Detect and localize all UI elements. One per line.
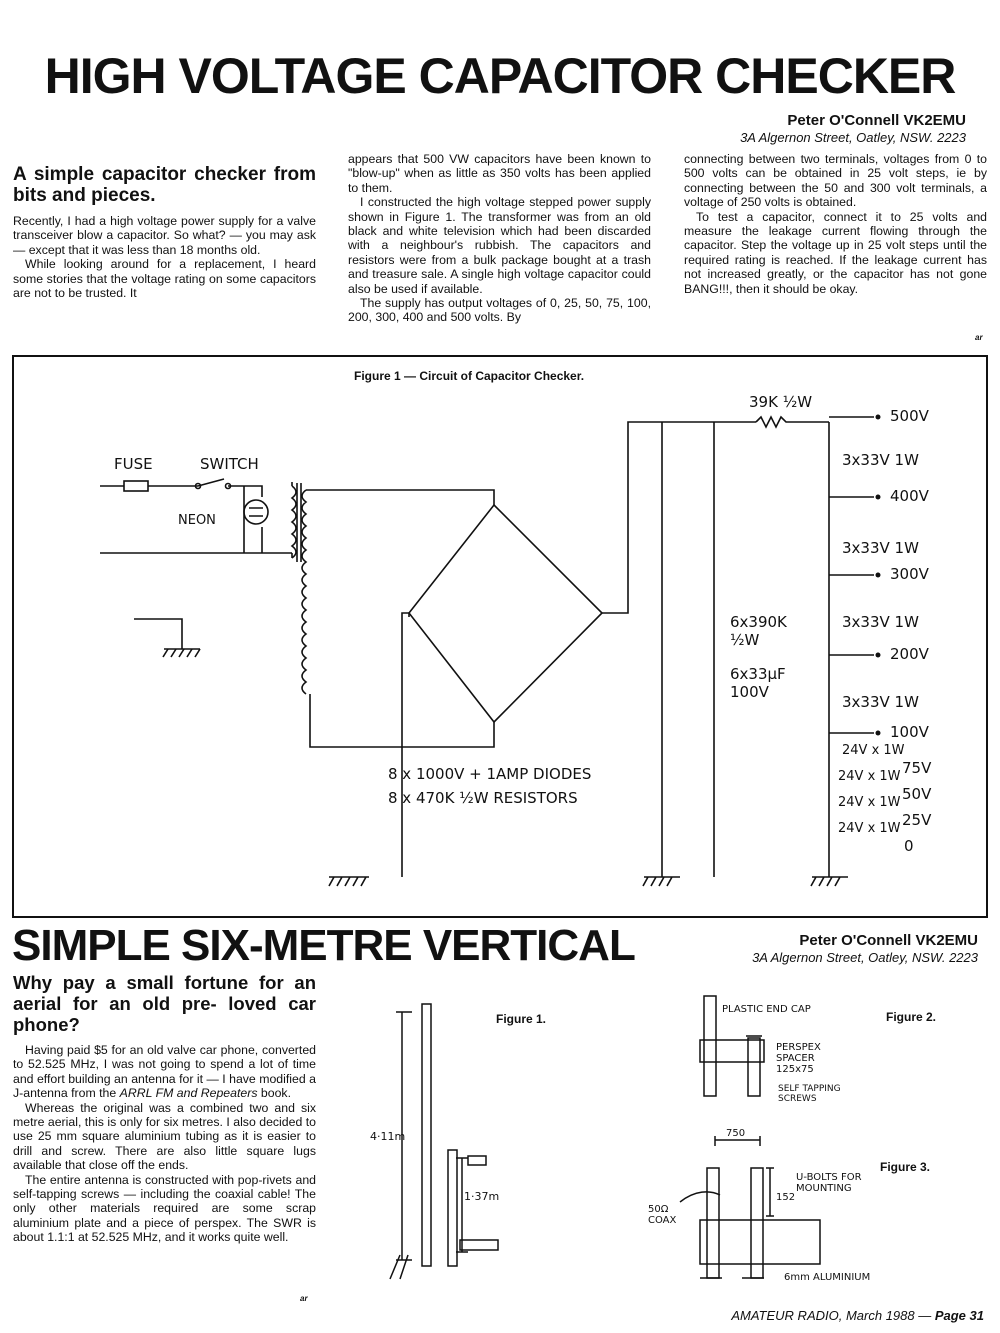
dimension-label: 750	[726, 1128, 746, 1139]
zener-string-label: 3x33V 1W	[842, 693, 919, 711]
column-1	[13, 972, 316, 1245]
author-name: Peter O'Connell VK2EMU	[799, 932, 978, 949]
end-cap-label: PLASTIC END CAP	[722, 1004, 811, 1015]
figure-2-label: Figure 2.	[886, 1010, 937, 1024]
paragraph: appears that 500 VW capacitors have been known to "blow-up" when as little as 350 volts has been applied to them.	[348, 152, 651, 195]
dimension-label: 1·37m	[464, 1190, 500, 1203]
spacer-label: PERSPEX SPACER 125x75	[776, 1042, 821, 1075]
column-2	[348, 152, 651, 325]
dimension-label: 152	[776, 1192, 796, 1203]
paragraph: connecting between two terminals, voltages from 0 to 500 volts can be obtained in 25 volt steps, ie by connecting between the 50 and 300 volt terminals, a voltage of 250 volts is obtained.	[684, 152, 987, 210]
paragraph: Whereas the original was a combined two and six metre aerial, this is only for six metres. I also decided to use 25 mm square aluminium tubing as it is easier to drill and screw. There are also little square lugs available that close off the ends.	[13, 1100, 316, 1173]
end-mark: ar	[300, 1294, 308, 1303]
neon-label: NEON	[178, 513, 216, 528]
paragraph: I constructed the high voltage stepped power supply shown in Figure 1. The transformer was from an old black and white television which had been discarded with a neighbour's rubbish. The capacitors and resistors were from a bulk package bought at a trash and treasure sale. A single high voltage capacitor could also be used if available.	[348, 195, 651, 296]
end-mark: ar	[975, 333, 983, 342]
author-name: Peter O'Connell VK2EMU	[787, 112, 966, 129]
tap-50v: 50V	[902, 785, 932, 803]
zener-label: 24V x 1W	[842, 743, 905, 758]
switch-label: SWITCH	[200, 455, 259, 473]
paragraph: Recently, I had a high voltage power supply for a valve transceiver blow a capacitor. So what? — you may ask — except that it was less than 18 months old.	[13, 214, 316, 257]
column-1	[13, 164, 316, 300]
magazine-name: AMATEUR RADIO	[731, 1308, 839, 1323]
resistor-label: 39K ½W	[749, 393, 813, 411]
tap-200v: 200V	[890, 645, 929, 663]
figure-1-label: Figure 1.	[496, 1012, 547, 1026]
article-subhead: Why pay a small fortune for an aerial for an old pre- loved car phone?	[13, 972, 316, 1035]
issue-date: , March 1988 —	[838, 1308, 935, 1323]
coax-label: 50Ω COAX	[648, 1204, 677, 1226]
screws-label: SELF TAPPING SCREWS	[778, 1084, 841, 1104]
byline	[646, 112, 966, 146]
paragraph: The entire antenna is constructed with pop-rivets and self-tapping screws — including the coaxial cable! The only other materials required are some scrap aluminium plate and a piece of perspex. The SWR is about 1.1:1 at 52.525 MHz, and it works quite well.	[13, 1172, 316, 1245]
paragraph: The supply has output voltages of 0, 25, 50, 75, 100, 200, 300, 400 and 500 volts. By	[348, 296, 651, 325]
tap-75v: 75V	[902, 759, 932, 777]
article-title: SIMPLE SIX-METRE VERTICAL	[12, 921, 635, 970]
dimension-label: 4·11m	[370, 1130, 406, 1143]
antenna-drawings	[350, 990, 980, 1290]
figure-caption: Figure 1 — Circuit of Capacitor Checker.	[354, 369, 585, 383]
article-subhead: A simple capacitor checker from bits and pieces.	[13, 164, 316, 206]
diodes-note: 8 x 1000V + 1AMP DIODES	[388, 765, 592, 783]
zener-string-label: 3x33V 1W	[842, 539, 919, 557]
column-3	[684, 152, 987, 296]
circuit-figure	[12, 355, 988, 918]
resistors-note: 8 x 470K ½W RESISTORS	[388, 789, 578, 807]
tap-100v: 100V	[890, 723, 929, 741]
paragraph: Having paid $5 for an old valve car phone, converted to 52.525 MHz, I was not going to spend a lot of time and effort building an antenna for it — I have modified a J-antenna from the ARRL FM and Repeaters book.	[13, 1043, 316, 1101]
plate-label: 6mm ALUMINIUM	[784, 1272, 871, 1283]
zener-label: 24V x 1W	[838, 769, 901, 784]
paragraph: While looking around for a replacement, I heard some stories that the voltage rating on some capacitors are not to be trusted. It	[13, 257, 316, 301]
resistor-bank-label: 6x390K ½W	[730, 613, 787, 649]
u-bolts-label: U-BOLTS FOR MOUNTING	[796, 1172, 862, 1194]
article-title: HIGH VOLTAGE CAPACITOR CHECKER	[44, 48, 956, 104]
zener-string-label: 3x33V 1W	[842, 451, 919, 469]
page-number: Page 31	[934, 1308, 984, 1323]
paragraph: To test a capacitor, connect it to 25 volts and measure the leakage current flowing through the capacitor. Step the voltage up in 25 volt steps until the required rating is reached. If the leakage current has not increased greatly, or the capacitor has not gone BANG!!!, then it should be okay.	[684, 209, 987, 296]
zener-label: 24V x 1W	[838, 795, 901, 810]
tap-400v: 400V	[890, 487, 929, 505]
tap-0v: 0	[904, 837, 914, 855]
tap-25v: 25V	[902, 811, 932, 829]
fuse-label: FUSE	[114, 455, 153, 473]
author-address: 3A Algernon Street, Oatley, NSW. 2223	[752, 950, 978, 965]
page-footer	[731, 1308, 984, 1323]
figure-3-label: Figure 3.	[880, 1160, 931, 1174]
tap-500v: 500V	[890, 407, 929, 425]
author-address: 3A Algernon Street, Oatley, NSW. 2223	[740, 130, 966, 145]
byline	[688, 932, 978, 966]
capacitor-bank-label: 6x33µF 100V	[730, 665, 786, 701]
zener-string-label: 3x33V 1W	[842, 613, 919, 631]
zener-label: 24V x 1W	[838, 821, 901, 836]
tap-300v: 300V	[890, 565, 929, 583]
